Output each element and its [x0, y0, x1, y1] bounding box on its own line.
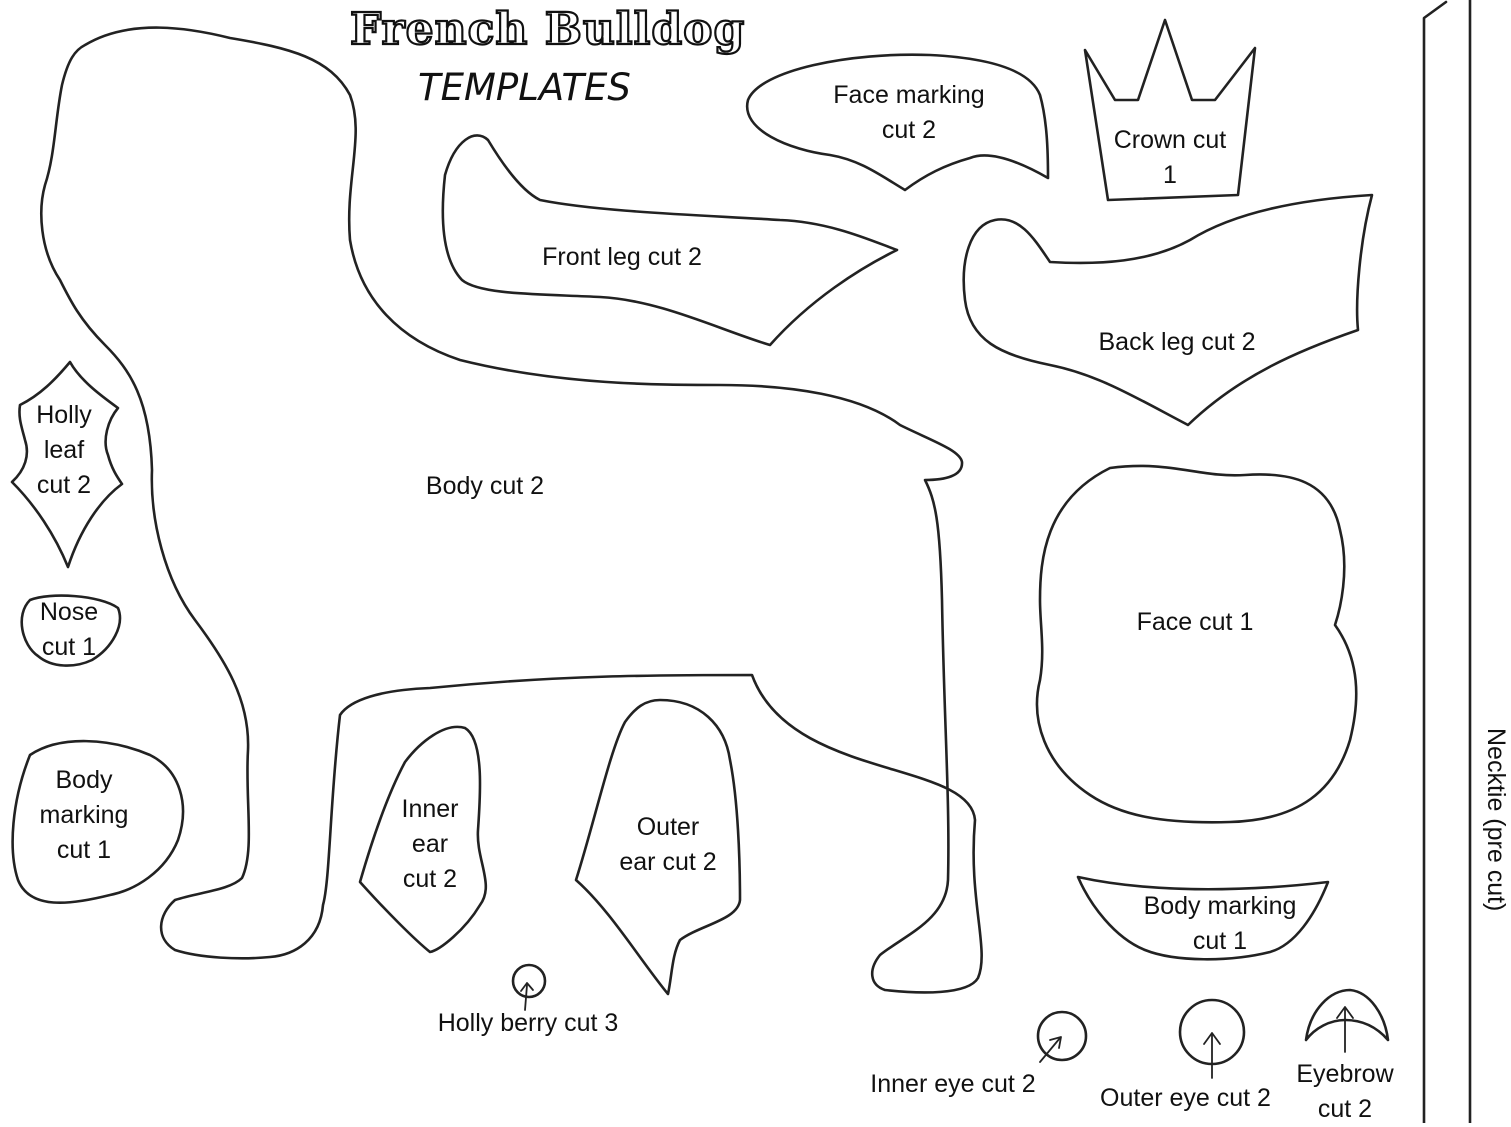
outer-ear-label: Outer ear cut 2 [619, 813, 717, 876]
eyebrow-outline [1306, 990, 1388, 1040]
necktie-label: Necktie (pre cut) [1482, 728, 1510, 912]
nose-label: Nose cut 1 [39, 598, 99, 661]
front-leg-label: Front leg cut 2 [542, 243, 702, 271]
face-label: Face cut 1 [1136, 608, 1254, 636]
body-marking-left-label: Body marking cut 1 [39, 766, 129, 864]
sheet-subtitle: TEMPLATES [418, 66, 631, 109]
holly-berry-outline [513, 965, 545, 997]
body-label: Body cut 2 [425, 472, 545, 500]
sheet-title: French Bulldog [350, 4, 746, 55]
face-marking-label: Face marking cut 2 [833, 81, 985, 144]
inner-eye-outline [1038, 1012, 1086, 1060]
eyebrow-label: Eyebrow cut 2 [1296, 1060, 1394, 1123]
holly-berry-label: Holly berry cut 3 [437, 1009, 619, 1037]
crown-label: Crown cut 1 [1113, 126, 1227, 189]
outer-eye-label: Outer eye cut 2 [1100, 1084, 1271, 1112]
holly-leaf-label: Holly leaf cut 2 [36, 401, 92, 499]
inner-eye-label: Inner eye cut 2 [870, 1070, 1036, 1098]
back-leg-label: Back leg cut 2 [1098, 328, 1256, 356]
face-outline [1037, 466, 1356, 822]
inner-ear-label: Inner ear cut 2 [401, 795, 459, 893]
back-leg-outline [964, 195, 1372, 425]
necktie-outline [1424, 0, 1470, 1123]
body-marking-right-label: Body marking cut 1 [1143, 892, 1297, 955]
